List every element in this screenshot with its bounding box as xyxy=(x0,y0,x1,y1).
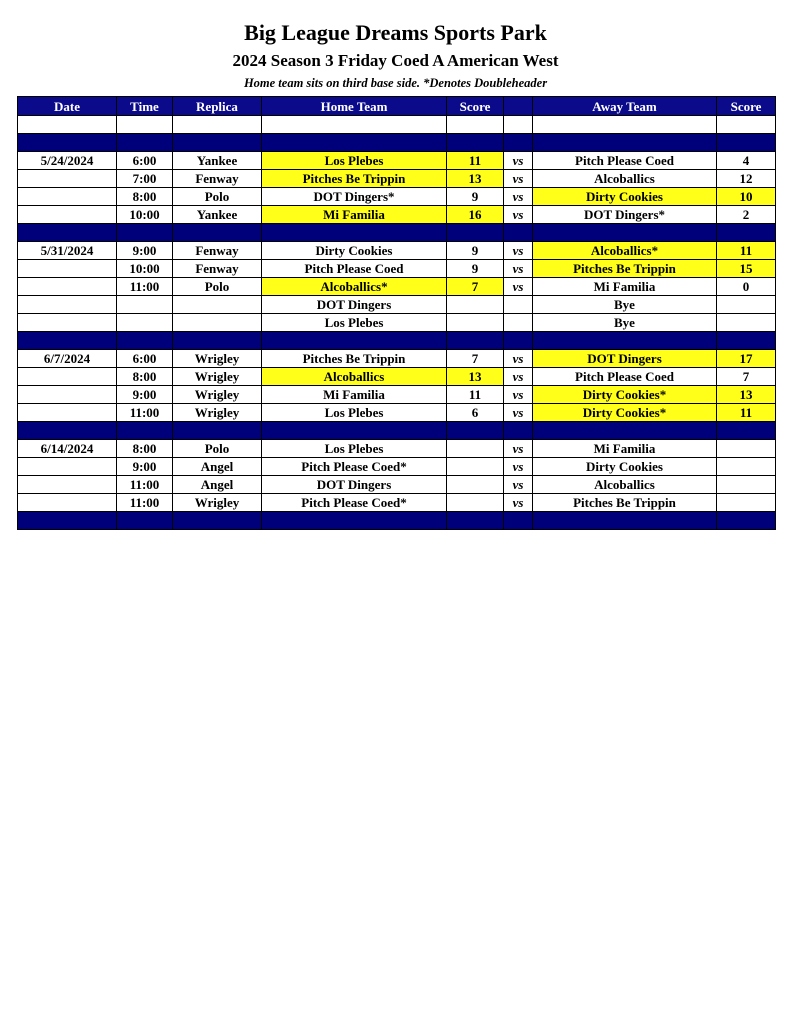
time-cell: 8:00 xyxy=(117,368,173,386)
date-cell xyxy=(18,494,117,512)
game-row xyxy=(18,242,776,260)
replica-cell: Yankee xyxy=(173,152,262,170)
replica-cell xyxy=(173,296,262,314)
away-score-cell xyxy=(717,440,776,458)
home-team-cell: Mi Familia xyxy=(262,206,447,224)
home-team-cell: Alcoballics xyxy=(262,368,447,386)
game-row xyxy=(18,188,776,206)
away-score-cell xyxy=(717,458,776,476)
replica-cell: Fenway xyxy=(173,260,262,278)
vs-cell: vs xyxy=(504,476,533,494)
col-header-away-score: Score xyxy=(717,97,776,116)
band-cell xyxy=(173,332,262,350)
home-score-cell: 9 xyxy=(447,242,504,260)
replica-cell: Polo xyxy=(173,440,262,458)
date-cell: 6/7/2024 xyxy=(18,350,117,368)
home-team-cell: Alcoballics* xyxy=(262,278,447,296)
replica-cell: Polo xyxy=(173,188,262,206)
band-cell xyxy=(717,512,776,530)
away-score-cell: 2 xyxy=(717,206,776,224)
empty-cell xyxy=(717,116,776,134)
vs-cell: vs xyxy=(504,260,533,278)
home-team-cell: Pitches Be Trippin xyxy=(262,350,447,368)
band-cell xyxy=(504,422,533,440)
band-cell xyxy=(717,224,776,242)
band-cell xyxy=(717,422,776,440)
game-row xyxy=(18,152,776,170)
away-team-cell: Dirty Cookies* xyxy=(533,404,717,422)
game-row xyxy=(18,494,776,512)
page-title: Big League Dreams Sports Park xyxy=(244,20,547,45)
away-team-cell: Pitch Please Coed xyxy=(533,368,717,386)
vs-cell: vs xyxy=(504,368,533,386)
home-score-cell xyxy=(447,440,504,458)
away-score-cell xyxy=(717,494,776,512)
away-team-cell: Bye xyxy=(533,296,717,314)
away-score-cell: 11 xyxy=(717,404,776,422)
band-cell xyxy=(18,512,117,530)
away-score-cell xyxy=(717,296,776,314)
band-cell xyxy=(533,332,717,350)
vs-cell: vs xyxy=(504,152,533,170)
home-team-cell: Los Plebes xyxy=(262,404,447,422)
away-score-cell: 0 xyxy=(717,278,776,296)
band-cell xyxy=(504,224,533,242)
band-cell xyxy=(717,134,776,152)
band-cell xyxy=(173,224,262,242)
date-cell: 6/14/2024 xyxy=(18,440,117,458)
band-cell xyxy=(18,422,117,440)
empty-cell xyxy=(18,116,117,134)
band-cell xyxy=(533,512,717,530)
home-score-cell: 7 xyxy=(447,350,504,368)
band-cell xyxy=(447,512,504,530)
band-cell xyxy=(533,422,717,440)
away-team-cell: DOT Dingers* xyxy=(533,206,717,224)
page-subtitle: 2024 Season 3 Friday Coed A American West xyxy=(232,51,559,70)
vs-cell: vs xyxy=(504,386,533,404)
home-score-cell: 13 xyxy=(447,368,504,386)
replica-cell: Wrigley xyxy=(173,350,262,368)
home-score-cell: 9 xyxy=(447,260,504,278)
home-team-cell: DOT Dingers xyxy=(262,296,447,314)
empty-cell xyxy=(262,116,447,134)
replica-cell: Yankee xyxy=(173,206,262,224)
date-cell xyxy=(18,314,117,332)
time-cell: 11:00 xyxy=(117,476,173,494)
replica-cell: Wrigley xyxy=(173,386,262,404)
home-score-cell: 6 xyxy=(447,404,504,422)
band-cell xyxy=(717,332,776,350)
replica-cell: Fenway xyxy=(173,170,262,188)
col-header-replica: Replica xyxy=(173,97,262,116)
home-team-cell: Los Plebes xyxy=(262,314,447,332)
week-separator-band xyxy=(18,224,776,242)
band-cell xyxy=(262,422,447,440)
away-score-cell: 7 xyxy=(717,368,776,386)
game-row xyxy=(18,404,776,422)
date-cell xyxy=(18,386,117,404)
date-cell xyxy=(18,170,117,188)
col-header-away-team: Away Team xyxy=(533,97,717,116)
band-cell xyxy=(504,332,533,350)
away-team-cell: Alcoballics* xyxy=(533,242,717,260)
away-score-cell xyxy=(717,314,776,332)
week-separator-band xyxy=(18,134,776,152)
time-cell: 11:00 xyxy=(117,404,173,422)
game-row xyxy=(18,206,776,224)
band-cell xyxy=(117,422,173,440)
away-score-cell: 15 xyxy=(717,260,776,278)
band-cell xyxy=(533,134,717,152)
date-cell: 5/31/2024 xyxy=(18,242,117,260)
home-team-cell: Pitch Please Coed xyxy=(262,260,447,278)
col-header-date: Date xyxy=(18,97,117,116)
week-separator-band xyxy=(18,332,776,350)
game-row xyxy=(18,386,776,404)
band-cell xyxy=(447,422,504,440)
replica-cell: Polo xyxy=(173,278,262,296)
home-score-cell: 13 xyxy=(447,170,504,188)
away-score-cell: 12 xyxy=(717,170,776,188)
date-cell xyxy=(18,188,117,206)
time-cell: 11:00 xyxy=(117,278,173,296)
band-cell xyxy=(173,422,262,440)
header-row xyxy=(18,97,776,116)
away-score-cell: 17 xyxy=(717,350,776,368)
vs-cell: vs xyxy=(504,404,533,422)
game-row xyxy=(18,440,776,458)
home-score-cell: 16 xyxy=(447,206,504,224)
week-separator-band xyxy=(18,512,776,530)
game-row xyxy=(18,170,776,188)
home-team-cell: DOT Dingers* xyxy=(262,188,447,206)
schedule-table xyxy=(17,96,776,530)
game-row xyxy=(18,260,776,278)
band-cell xyxy=(18,332,117,350)
date-cell: 5/24/2024 xyxy=(18,152,117,170)
home-score-cell xyxy=(447,458,504,476)
bye-row xyxy=(18,296,776,314)
home-score-cell: 11 xyxy=(447,386,504,404)
away-score-cell: 11 xyxy=(717,242,776,260)
vs-cell: vs xyxy=(504,458,533,476)
replica-cell: Fenway xyxy=(173,242,262,260)
time-cell: 9:00 xyxy=(117,386,173,404)
game-row xyxy=(18,458,776,476)
home-team-cell: Dirty Cookies xyxy=(262,242,447,260)
home-team-cell: Pitch Please Coed* xyxy=(262,458,447,476)
time-cell: 7:00 xyxy=(117,170,173,188)
vs-cell: vs xyxy=(504,494,533,512)
away-team-cell: Dirty Cookies xyxy=(533,188,717,206)
home-score-cell xyxy=(447,296,504,314)
date-cell xyxy=(18,404,117,422)
time-cell: 6:00 xyxy=(117,152,173,170)
date-cell xyxy=(18,296,117,314)
date-cell xyxy=(18,260,117,278)
vs-cell: vs xyxy=(504,440,533,458)
band-cell xyxy=(504,512,533,530)
date-cell xyxy=(18,458,117,476)
home-score-cell: 7 xyxy=(447,278,504,296)
time-cell: 9:00 xyxy=(117,242,173,260)
vs-cell: vs xyxy=(504,350,533,368)
time-cell: 6:00 xyxy=(117,350,173,368)
band-cell xyxy=(447,134,504,152)
date-cell xyxy=(18,476,117,494)
band-cell xyxy=(262,512,447,530)
away-score-cell: 10 xyxy=(717,188,776,206)
home-team-cell: Los Plebes xyxy=(262,440,447,458)
time-cell: 10:00 xyxy=(117,206,173,224)
away-score-cell: 13 xyxy=(717,386,776,404)
schedule-body xyxy=(18,116,776,530)
col-header-home-team: Home Team xyxy=(262,97,447,116)
band-cell xyxy=(173,512,262,530)
band-cell xyxy=(18,224,117,242)
band-cell xyxy=(447,332,504,350)
away-team-cell: Dirty Cookies xyxy=(533,458,717,476)
band-cell xyxy=(504,134,533,152)
band-cell xyxy=(18,134,117,152)
col-header-home-score: Score xyxy=(447,97,504,116)
replica-cell: Angel xyxy=(173,476,262,494)
vs-cell: vs xyxy=(504,170,533,188)
away-team-cell: Pitches Be Trippin xyxy=(533,260,717,278)
band-cell xyxy=(447,224,504,242)
home-score-cell xyxy=(447,314,504,332)
home-team-cell: Pitch Please Coed* xyxy=(262,494,447,512)
home-team-cell: DOT Dingers xyxy=(262,476,447,494)
vs-cell: vs xyxy=(504,242,533,260)
time-cell xyxy=(117,314,173,332)
band-cell xyxy=(262,224,447,242)
game-row xyxy=(18,278,776,296)
band-cell xyxy=(117,332,173,350)
away-team-cell: Alcoballics xyxy=(533,476,717,494)
replica-cell: Wrigley xyxy=(173,404,262,422)
away-team-cell: Dirty Cookies* xyxy=(533,386,717,404)
home-team-cell: Los Plebes xyxy=(262,152,447,170)
vs-cell: vs xyxy=(504,278,533,296)
time-cell: 10:00 xyxy=(117,260,173,278)
vs-cell xyxy=(504,296,533,314)
week-separator-band xyxy=(18,422,776,440)
page-note: Home team sits on third base side. *Denotes Doubleheader xyxy=(243,76,548,90)
band-cell xyxy=(533,224,717,242)
empty-cell xyxy=(504,116,533,134)
replica-cell: Wrigley xyxy=(173,494,262,512)
band-cell xyxy=(173,134,262,152)
home-score-cell xyxy=(447,494,504,512)
game-row xyxy=(18,350,776,368)
date-cell xyxy=(18,206,117,224)
band-cell xyxy=(117,512,173,530)
date-cell xyxy=(18,368,117,386)
vs-cell xyxy=(504,314,533,332)
home-score-cell: 9 xyxy=(447,188,504,206)
time-cell xyxy=(117,296,173,314)
game-row xyxy=(18,476,776,494)
away-team-cell: Pitches Be Trippin xyxy=(533,494,717,512)
away-score-cell xyxy=(717,476,776,494)
game-row xyxy=(18,368,776,386)
away-team-cell: Bye xyxy=(533,314,717,332)
band-cell xyxy=(262,134,447,152)
away-score-cell: 4 xyxy=(717,152,776,170)
away-team-cell: Alcoballics xyxy=(533,170,717,188)
vs-cell: vs xyxy=(504,188,533,206)
away-team-cell: DOT Dingers xyxy=(533,350,717,368)
vs-cell: vs xyxy=(504,206,533,224)
time-cell: 11:00 xyxy=(117,494,173,512)
time-cell: 9:00 xyxy=(117,458,173,476)
date-cell xyxy=(18,278,117,296)
band-cell xyxy=(117,134,173,152)
band-cell xyxy=(117,224,173,242)
home-score-cell xyxy=(447,476,504,494)
away-team-cell: Mi Familia xyxy=(533,278,717,296)
time-cell: 8:00 xyxy=(117,440,173,458)
home-team-cell: Pitches Be Trippin xyxy=(262,170,447,188)
replica-cell: Angel xyxy=(173,458,262,476)
col-header-vs xyxy=(504,97,533,116)
home-score-cell: 11 xyxy=(447,152,504,170)
empty-cell xyxy=(533,116,717,134)
away-team-cell: Mi Familia xyxy=(533,440,717,458)
blank-row xyxy=(18,116,776,134)
home-team-cell: Mi Familia xyxy=(262,386,447,404)
empty-cell xyxy=(447,116,504,134)
bye-row xyxy=(18,314,776,332)
replica-cell xyxy=(173,314,262,332)
empty-cell xyxy=(117,116,173,134)
empty-cell xyxy=(173,116,262,134)
away-team-cell: Pitch Please Coed xyxy=(533,152,717,170)
band-cell xyxy=(262,332,447,350)
time-cell: 8:00 xyxy=(117,188,173,206)
replica-cell: Wrigley xyxy=(173,368,262,386)
col-header-time: Time xyxy=(117,97,173,116)
